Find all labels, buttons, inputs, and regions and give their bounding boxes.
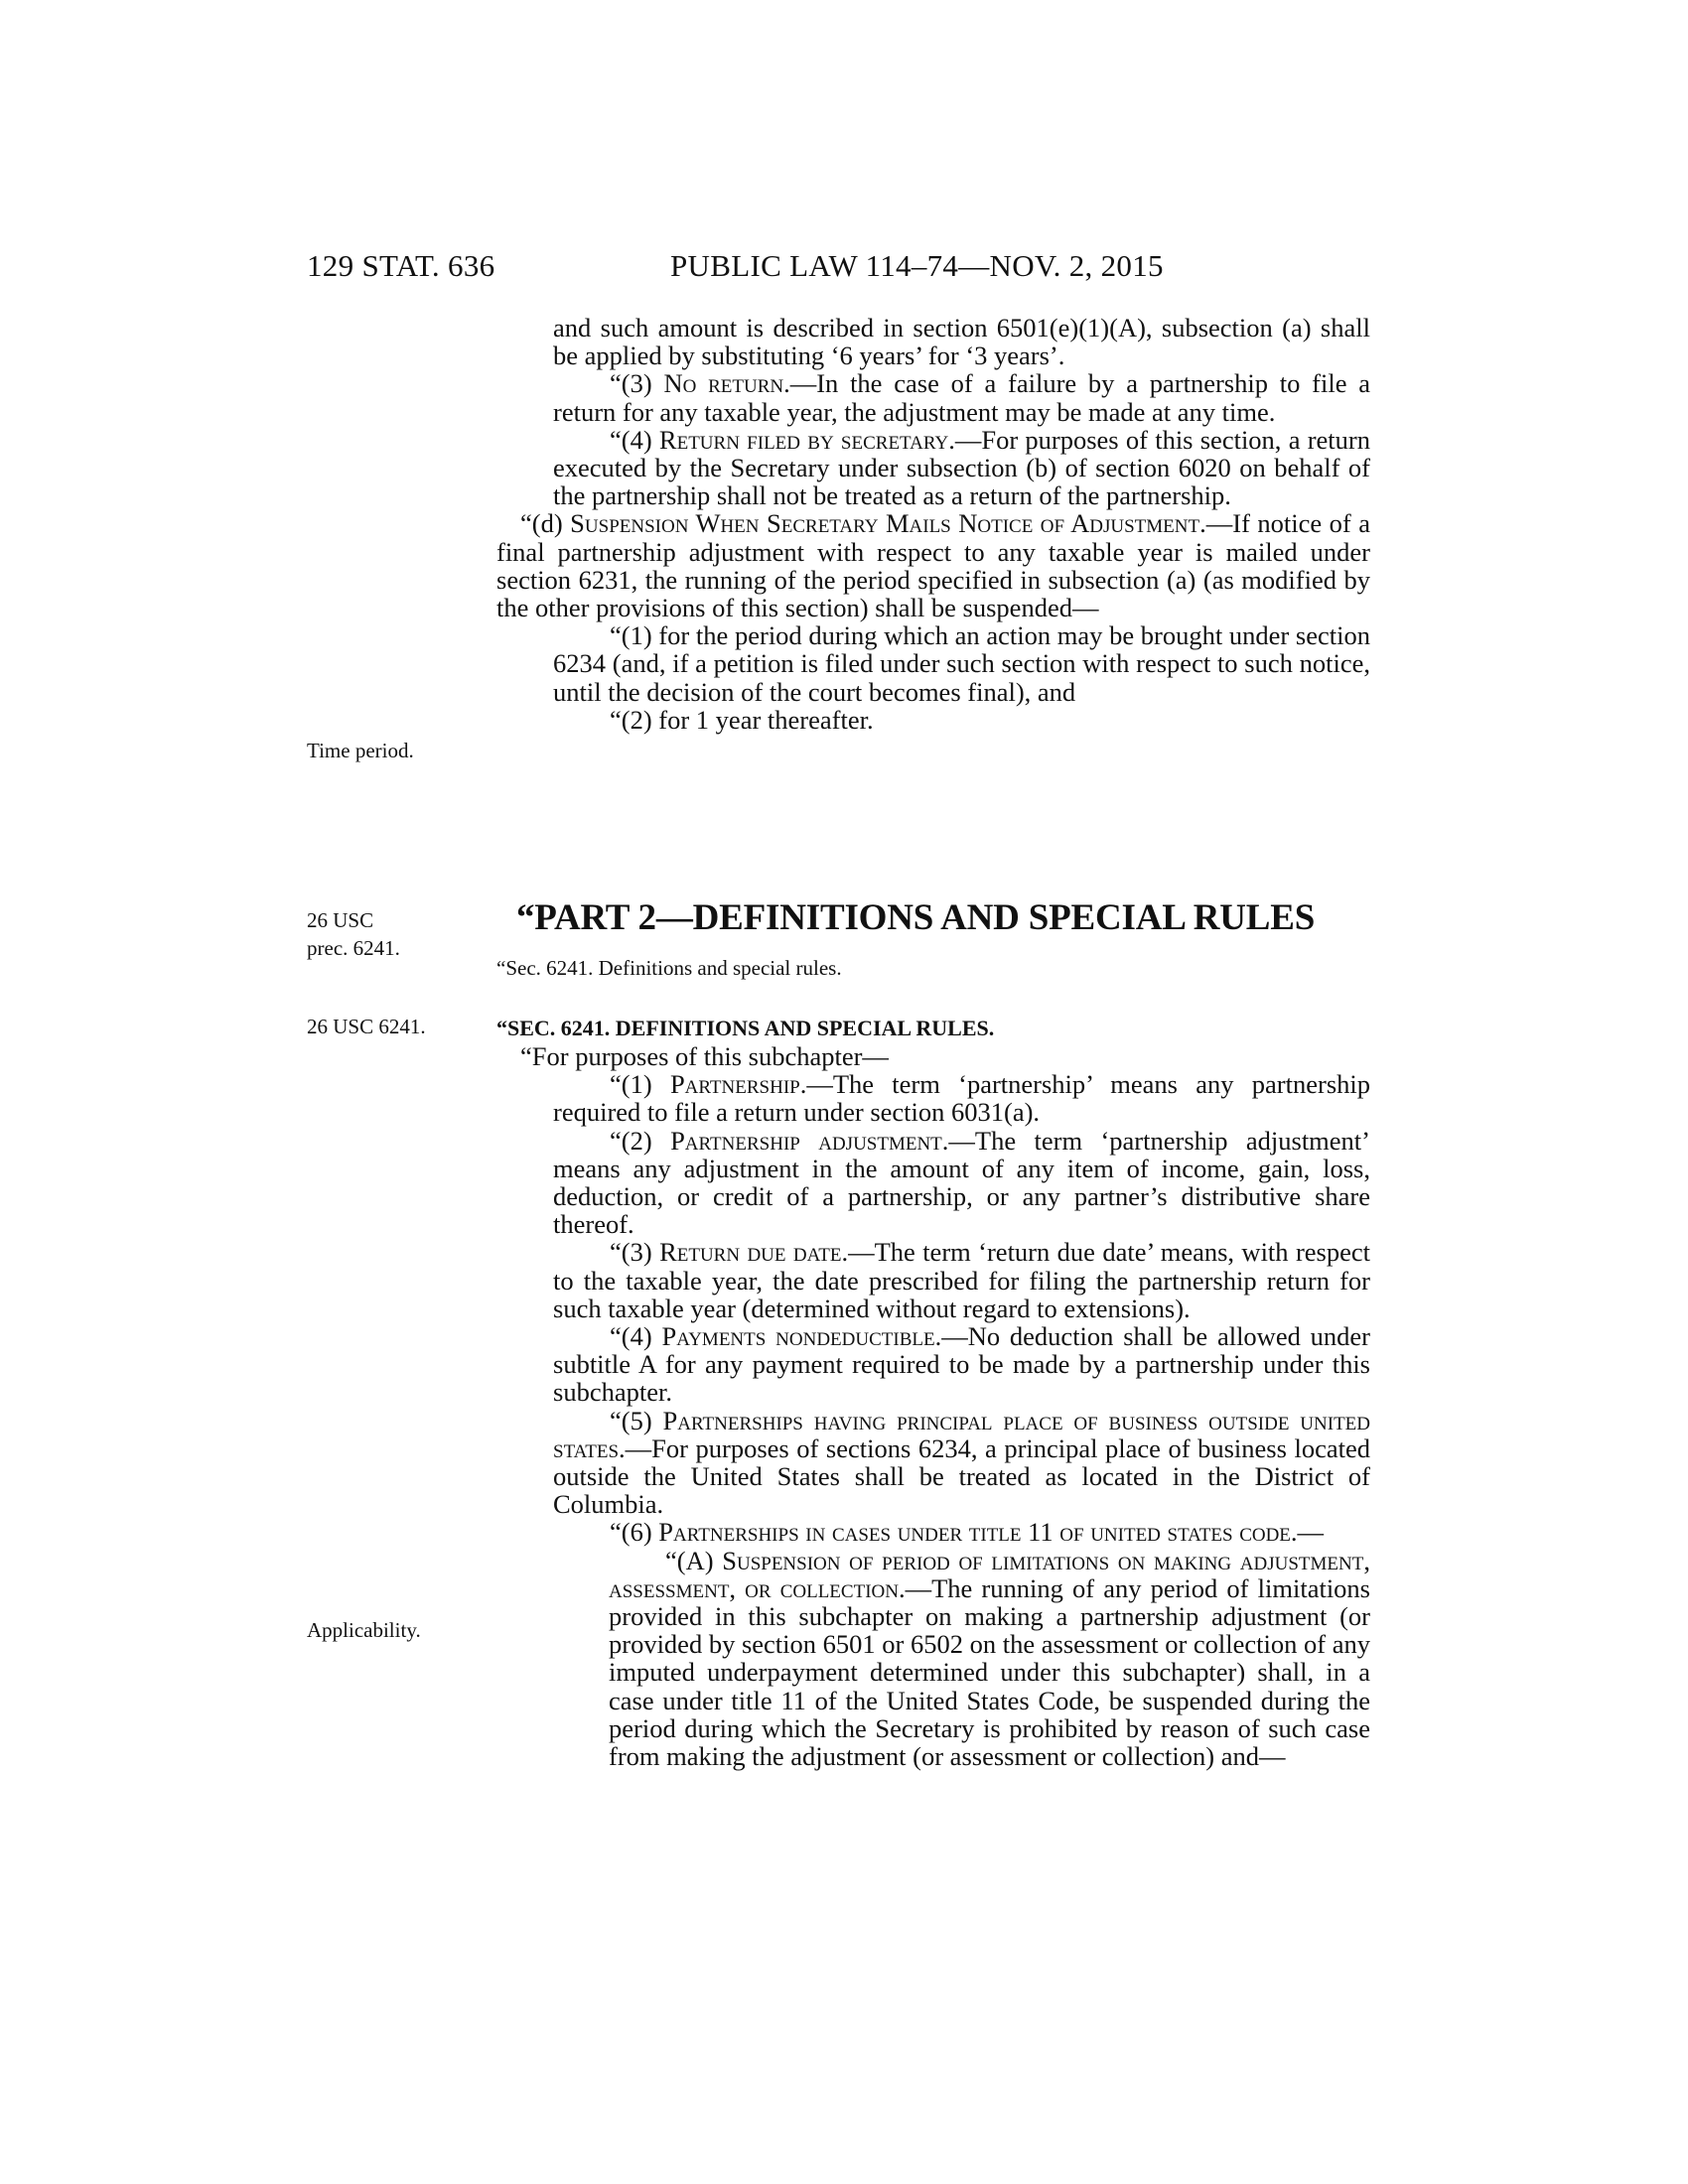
part-title: “PART 2—DEFINITIONS AND SPECIAL RULES: [516, 897, 1316, 938]
paragraph-number: “(1): [610, 1069, 670, 1100]
paragraph-heading: Partnership adjustment: [670, 1125, 942, 1156]
paragraph-heading: Partnerships having principal place of business outside united states: [553, 1405, 1370, 1463]
paragraph-text: .—: [1290, 1517, 1325, 1548]
paragraph-number: “(3): [610, 1237, 660, 1268]
definition-partnership: [553, 1070, 1370, 1126]
rule-principal-place-outside-us: [553, 1407, 1370, 1519]
subparagraph-a-suspension: [609, 1547, 1370, 1771]
paragraph-no-return: [553, 369, 1370, 425]
subsection-heading: Suspension When Secretary Mails Notice of Adjustment: [570, 508, 1200, 539]
margin-note-time-period: Time period.: [307, 739, 414, 762]
paragraph-text: .—The term ‘return due date’ means, with respect to the taxable year, the date prescribed for filing the partnership return for such taxable year (determined without regard to extensions).: [553, 1237, 1370, 1323]
paragraph-number: “(3): [610, 368, 664, 399]
paragraph-heading: Return due date: [659, 1237, 842, 1268]
paragraph-heading: Payments nondeductible: [661, 1321, 935, 1352]
paragraph-number: “(2): [610, 1125, 671, 1156]
paragraph-heading: No return: [663, 368, 784, 399]
paragraph-number: “(6): [610, 1517, 659, 1548]
margin-note-usc-line1: 26 USC: [307, 908, 374, 932]
section-heading: “SEC. 6241. DEFINITIONS AND SPECIAL RULES.: [496, 1016, 995, 1040]
paragraph-return-filed-by-secretary: [553, 426, 1370, 510]
rule-payments-nondeductible: [553, 1322, 1370, 1407]
section-intro: “For purposes of this subchapter—: [520, 1041, 889, 1071]
paragraph-number: “(4): [610, 1321, 662, 1352]
paragraph-text: .—In the case of a failure by a partnership to file a return for any taxable year, the adjustment may be made at any time.: [553, 368, 1370, 427]
margin-note-applicability: Applicability.: [307, 1618, 421, 1642]
subparagraph-text: .—The running of any period of limitations provided in this subchapter on making a partnership adjustment (or provided by section 6501 or 6502 on the assessment or collection of any imputed underpayment determined under this subchapter) shall, in a case under title 11 of the United States Code, be suspended during the period during which the Secretary is prohibited by reason of such case from making the adjustment (or assessment or collection) and—: [609, 1572, 1370, 1772]
table-of-contents-line: “Sec. 6241. Definitions and special rules.: [496, 956, 842, 980]
paragraph-number: “(4): [610, 424, 659, 455]
margin-note-usc-prec: [307, 906, 400, 962]
subsection-text: .—If notice of a final partnership adjustment with respect to any taxable year is mailed under section 6231, the running of the period specified in subsection (a) (as modified by the other provisions of this section) shall be suspended—: [496, 508, 1370, 623]
margin-note-usc-line2: prec. 6241.: [307, 936, 400, 960]
subparagraph-heading: Suspension of period of limitations on making adjustment, assessment, or collection: [609, 1545, 1370, 1603]
top-text-block: [496, 314, 1370, 734]
section-body: [496, 1042, 1370, 1770]
paragraph-text: .—For purposes of sections 6234, a principal place of business located outside the United States shall be treated as located in the District of Columbia.: [553, 1433, 1370, 1520]
page-stat-number: 129 STAT. 636: [307, 248, 495, 283]
continued-paragraph: and such amount is described in section 6501(e)(1)(A), subsection (a) shall be applied by substituting ‘6 years’ for ‘3 years’.: [553, 313, 1370, 371]
subsection-number: “(d): [520, 508, 571, 539]
paragraph-number: “(5): [610, 1405, 663, 1435]
paragraph-d1: “(1) for the period during which an action may be brought under section 6234 (and, if a petition is filed under such section with respect to such notice, until the decision of the court becomes final), and: [553, 620, 1370, 707]
paragraph-text: .—For purposes of this section, a return executed by the Secretary under subsection (b) of section 6020 on behalf of the partnership shall not be treated as a return of the partnership.: [553, 424, 1370, 511]
subparagraph-number: “(A): [665, 1545, 723, 1575]
running-header-title: PUBLIC LAW 114–74—NOV. 2, 2015: [670, 248, 1164, 283]
paragraph-heading: Partnership: [669, 1069, 800, 1100]
definition-partnership-adjustment: [553, 1127, 1370, 1239]
definition-return-due-date: [553, 1238, 1370, 1322]
paragraph-heading: Return filed by secretary: [658, 424, 949, 455]
paragraph-d2: “(2) for 1 year thereafter.: [610, 704, 874, 735]
margin-note-usc-6241: 26 USC 6241.: [307, 1015, 426, 1038]
paragraph-heading: Partnerships in cases under title 11 of united states code: [658, 1517, 1291, 1548]
paragraph-text: .—The term ‘partnership’ means any partnership required to file a return under section 6031(a).: [553, 1069, 1370, 1128]
subsection-d: [496, 509, 1370, 621]
paragraph-text: .—The term ‘partnership adjustment’ means any adjustment in the amount of any item of income, gain, loss, deduction, or credit of a partnership, or any partner’s distributive share thereof.: [553, 1125, 1370, 1240]
rule-title-11-cases: [553, 1518, 1370, 1546]
paragraph-text: .—No deduction shall be allowed under subtitle A for any payment required to be made by a partnership under this subchapter.: [553, 1321, 1370, 1408]
